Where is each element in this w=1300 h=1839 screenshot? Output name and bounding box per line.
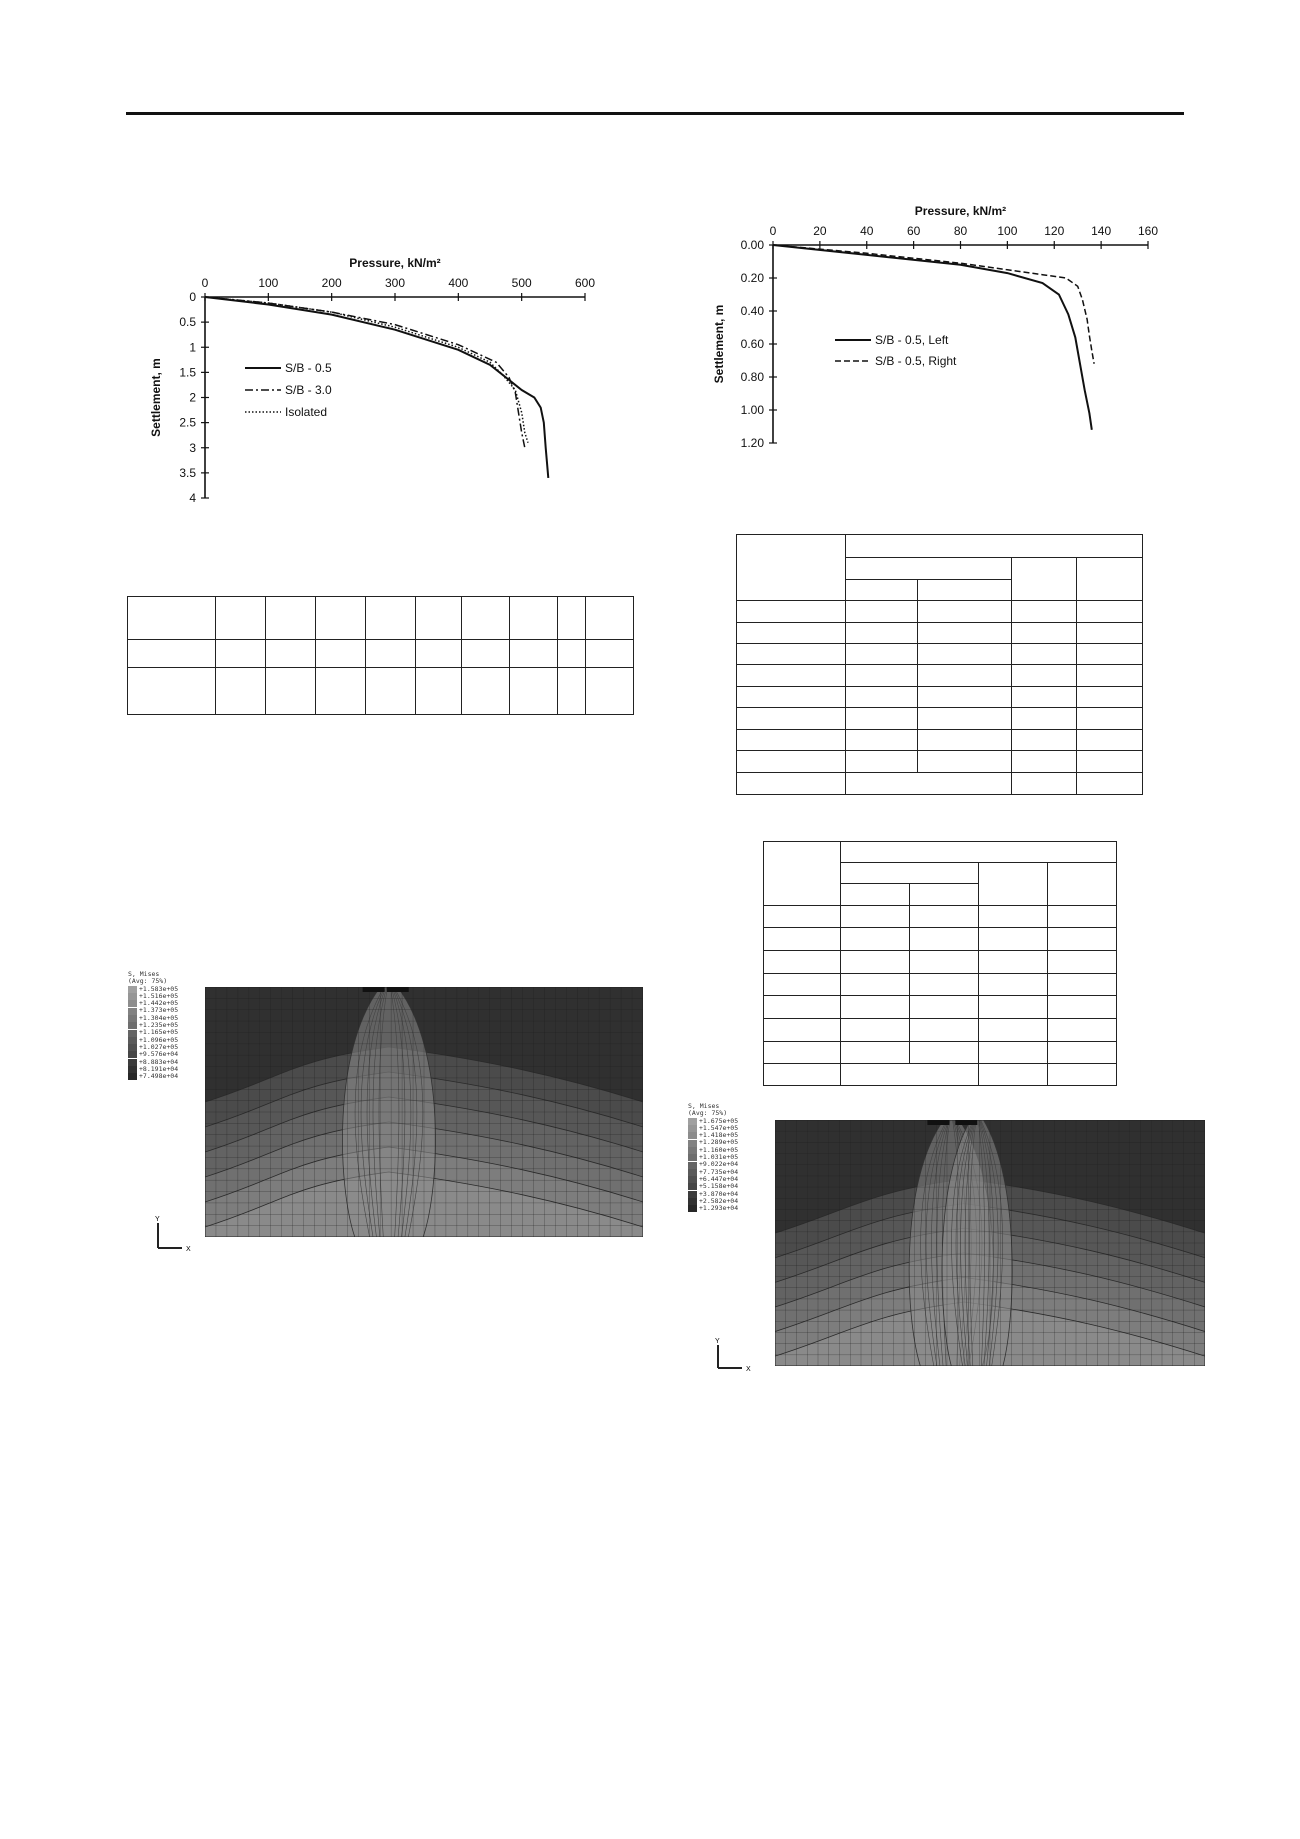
fem-left-legend-value: +1.516e+05: [139, 991, 179, 1000]
fem-left-legend-swatch: [128, 1066, 137, 1073]
fem-left-legend-swatch: [128, 993, 137, 1000]
chart2-legend-entry: S/B - 0.5, Right: [875, 354, 957, 368]
fem-right-axis-triad-icon: [710, 1335, 760, 1375]
fem-left-legend-swatch: [128, 1022, 137, 1029]
fem-left-legend-swatch: [128, 1008, 137, 1015]
chart2-x-tick-label: 80: [953, 224, 968, 238]
chart1-x-tick-label: 500: [511, 276, 532, 290]
chart2-x-axis-label: Pressure, kN/m²: [914, 204, 1007, 218]
chart1-y-tick-label: 0: [189, 290, 196, 304]
chart2-x-tick-label: 60: [906, 224, 921, 238]
fem-left-contour-plot: [205, 987, 643, 1237]
fem-right-legend-row: [688, 1205, 738, 1212]
fem-left-legend-swatch: [128, 1000, 137, 1007]
fem-right-legend-swatch: [688, 1154, 697, 1161]
fem-right-legend-value: +1.675e+05: [699, 1116, 739, 1125]
fem-right-legend-swatch: [688, 1125, 697, 1132]
fem-left-legend-avg: (Avg: 75%): [128, 977, 168, 986]
fem-left-legend: [128, 971, 178, 1080]
fem-left-legend-swatch: [128, 1073, 137, 1080]
chart1-legend-entry: S/B - 0.5: [285, 361, 332, 375]
chart2-x-tick-label: 20: [813, 224, 827, 238]
fem-left-legend-swatch: [128, 1015, 137, 1022]
chart2-x-tick-label: 0: [769, 224, 777, 238]
table-right-top: [736, 534, 1143, 795]
chart1-y-tick-label: 4: [189, 491, 196, 505]
chart1-y-tick-label: 1: [189, 340, 196, 355]
chart1-x-tick-label: 300: [384, 276, 406, 290]
fem-left-legend-value: +1.027e+05: [139, 1042, 179, 1051]
chart1-y-tick-label: 3.5: [179, 465, 196, 480]
fem-right-legend-value: +1.418e+05: [699, 1131, 739, 1140]
chart2-y-tick-label: 0.80: [740, 370, 764, 384]
fem-right-legend: [688, 1103, 738, 1212]
fem-left-legend-swatch: [128, 1044, 137, 1051]
fem-left-legend-value: +1.235e+05: [139, 1021, 179, 1030]
fem-right-legend-swatch: [688, 1147, 697, 1154]
fem-right-legend-swatch: [688, 1205, 697, 1212]
fem-right-legend-value: +1.160e+05: [699, 1145, 739, 1154]
fem-right-legend-value: +6.447e+04: [699, 1174, 739, 1183]
chart2-x-tick-label: 100: [997, 224, 1018, 238]
chart2-y-tick-label: 0.00: [740, 238, 764, 252]
fem-left-legend-swatch: [128, 1030, 137, 1037]
fem-left-footing: [387, 987, 409, 992]
fem-right-legend-swatch: [688, 1198, 697, 1205]
chart2-y-tick-label: 1.20: [740, 436, 764, 450]
fem-right-legend-value: +1.289e+05: [699, 1138, 739, 1147]
fem-right-legend-swatch: [688, 1191, 697, 1198]
fem-left-legend-swatch: [128, 986, 137, 993]
fem-right-footing: [927, 1120, 949, 1125]
fem-right-footing: [955, 1120, 977, 1125]
fem-right-legend-value: +1.031e+05: [699, 1153, 739, 1162]
fem-right-legend-value: +7.735e+04: [699, 1167, 739, 1176]
fem-right-legend-value: +9.022e+04: [699, 1160, 739, 1169]
chart1-x-tick-label: 400: [448, 276, 469, 290]
fem-left-legend-value: +1.583e+05: [139, 984, 179, 993]
chart1-x-tick-label: 200: [321, 276, 342, 290]
fem-left-axis-y: Y: [155, 1216, 160, 1223]
fem-left-legend-value: +1.304e+05: [139, 1013, 179, 1022]
chart1-x-axis-label: Pressure, kN/m²: [349, 256, 441, 270]
chart1-y-axis-label: Settlement, m: [149, 358, 163, 437]
chart2-y-tick-label: 0.20: [740, 271, 764, 285]
fem-left-legend-value: +7.498e+04: [139, 1072, 179, 1081]
fem-right-legend-swatch: [688, 1183, 697, 1190]
fem-right-legend-avg: (Avg: 75%): [688, 1109, 728, 1118]
chart1-y-tick-label: 2.5: [179, 415, 196, 430]
fem-right-legend-value: +2.582e+04: [699, 1196, 739, 1205]
fem-left-legend-swatch: [128, 1059, 137, 1066]
fem-right-legend-swatch: [688, 1132, 697, 1139]
chart2-y-tick-label: 0.60: [740, 337, 764, 351]
pressure-settlement-chart-1: [140, 240, 610, 510]
fem-left-legend-value: +8.191e+04: [139, 1064, 179, 1073]
fem-right-legend-value: +1.293e+04: [699, 1204, 739, 1213]
fem-right-legend-value: +5.158e+04: [699, 1182, 739, 1191]
fem-left-legend-swatch: [128, 1051, 137, 1058]
chart2-y-tick-label: 0.40: [740, 304, 764, 318]
fem-right-legend-value: +1.547e+05: [699, 1123, 739, 1132]
chart1-x-tick-label: 600: [574, 276, 596, 290]
fem-left-axis-x: X: [186, 1246, 191, 1253]
fem-right-axis-y: Y: [715, 1338, 720, 1345]
fem-right-legend-swatch: [688, 1162, 697, 1169]
fem-left-legend-title: S, Mises: [128, 970, 160, 978]
chart2-x-tick-label: 140: [1091, 224, 1112, 238]
fem-right-legend-swatch: [688, 1118, 697, 1125]
fem-right-legend-swatch: [688, 1140, 697, 1147]
fem-right-legend-swatch: [688, 1176, 697, 1183]
chart1-y-tick-label: 0.5: [179, 315, 196, 330]
table-right-bottom: [763, 841, 1117, 1086]
chart1-legend-entry: Isolated: [285, 405, 328, 419]
fem-left-axis-triad-icon: [150, 1213, 200, 1253]
fem-right-legend-title: S, Mises: [688, 1102, 720, 1110]
fem-left-legend-value: +1.442e+05: [139, 999, 179, 1008]
header-rule: [126, 112, 1184, 115]
chart2-y-tick-label: 1.00: [740, 403, 764, 417]
chart2-x-tick-label: 160: [1137, 224, 1159, 238]
fem-left-footing: [363, 987, 385, 992]
chart1-series-1-line: [205, 297, 548, 478]
chart1-y-tick-label: 1.5: [179, 365, 196, 380]
fem-right-axis-x: X: [746, 1366, 751, 1373]
chart2-x-tick-label: 120: [1044, 224, 1065, 238]
chart2-y-axis-label: Settlement, m: [712, 304, 726, 384]
fem-right-legend-swatch: [688, 1169, 697, 1176]
fem-left-legend-value: +9.576e+04: [139, 1050, 179, 1059]
fem-left-legend-value: +1.165e+05: [139, 1028, 179, 1037]
chart2-x-tick-label: 40: [860, 224, 874, 238]
pressure-settlement-chart-2: [705, 185, 1175, 450]
chart1-x-tick-label: 100: [258, 276, 279, 290]
fem-right-contour-plot: [775, 1120, 1205, 1366]
chart1-y-tick-label: 2: [189, 390, 196, 405]
fem-left-legend-value: +1.373e+05: [139, 1006, 179, 1015]
fem-left-legend-value: +1.096e+05: [139, 1035, 179, 1044]
table-left: [127, 596, 634, 715]
fem-left-legend-swatch: [128, 1037, 137, 1044]
fem-left-legend-value: +8.883e+04: [139, 1057, 179, 1066]
chart1-legend-entry: S/B - 3.0: [285, 383, 332, 397]
chart1-x-tick-label: 0: [201, 276, 209, 290]
chart2-legend-entry: S/B - 0.5, Left: [875, 333, 949, 347]
fem-right-legend-value: +3.870e+04: [699, 1189, 739, 1198]
fem-left-legend-row: [128, 1073, 178, 1080]
chart1-y-tick-label: 3: [189, 440, 196, 455]
